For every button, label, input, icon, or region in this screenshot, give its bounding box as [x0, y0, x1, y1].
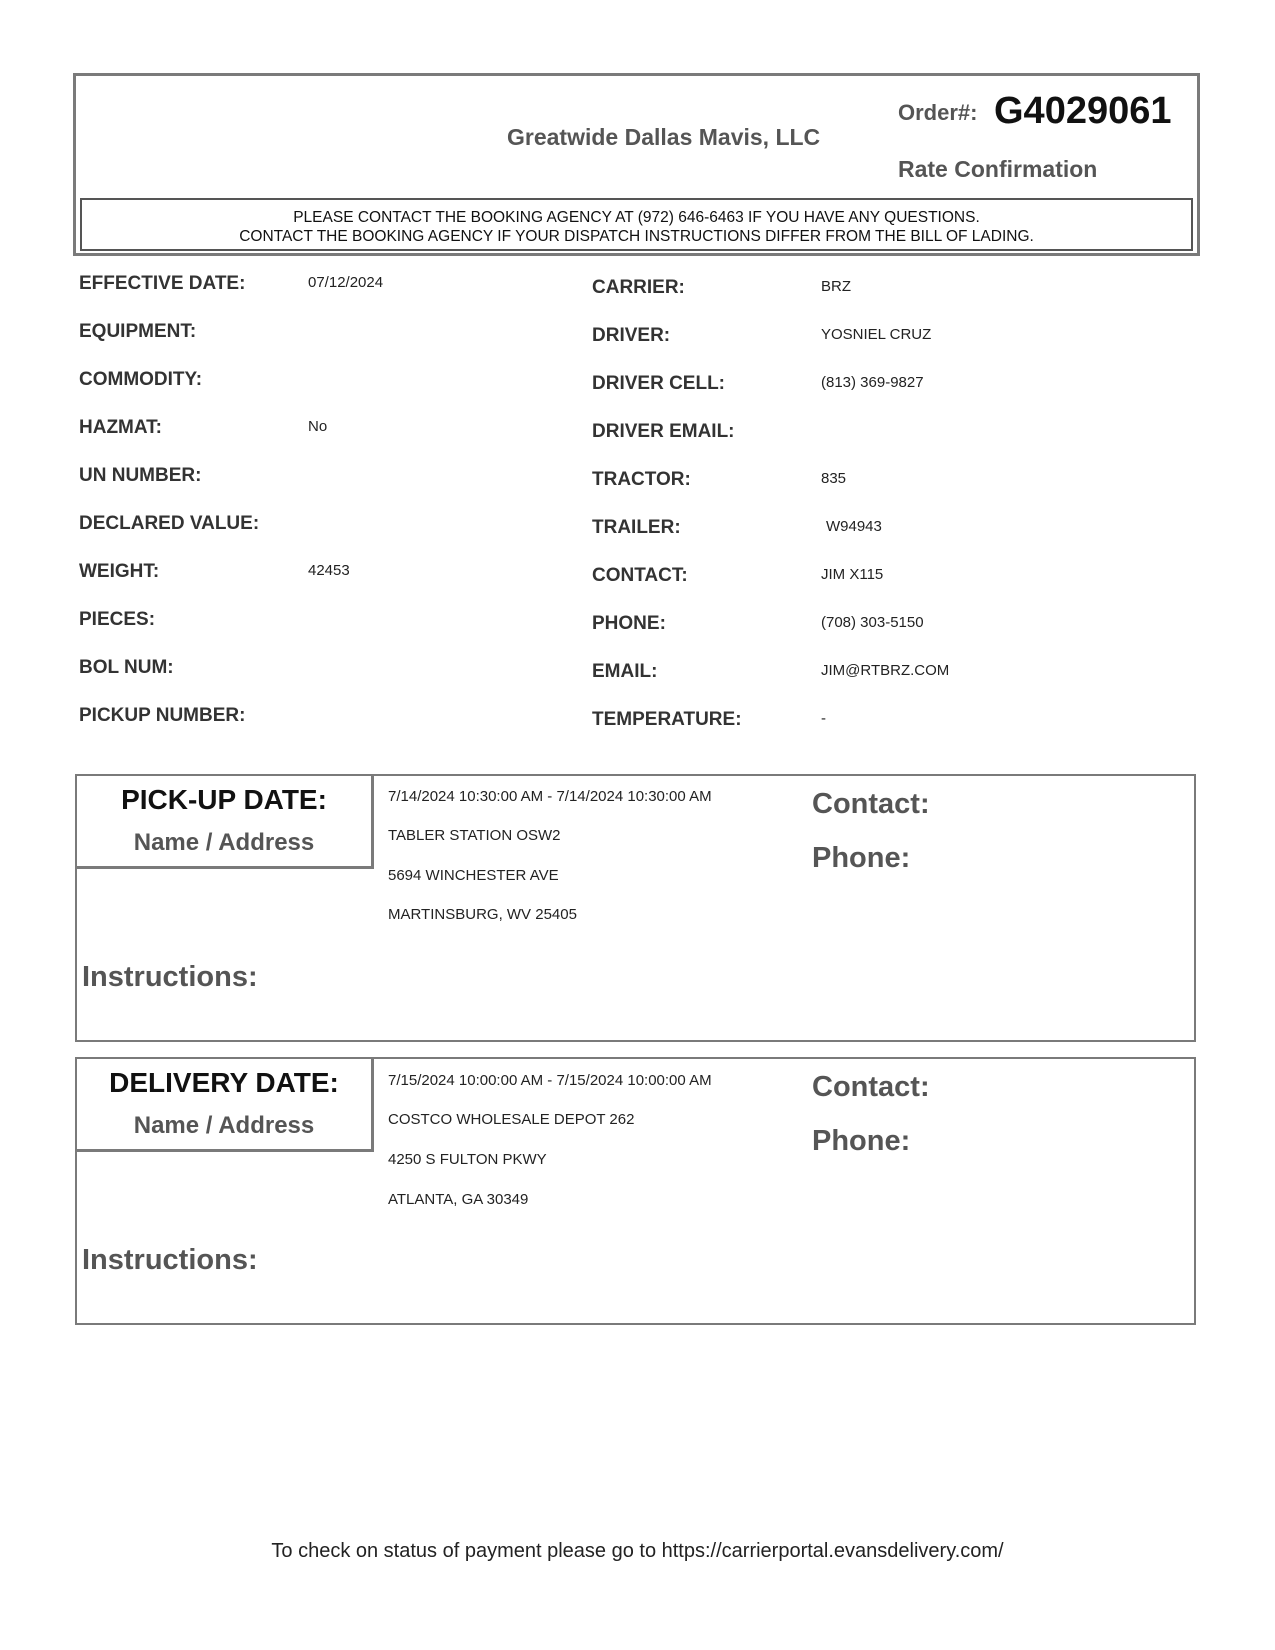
weight-value: 42453 — [308, 562, 350, 579]
un-number-label: UN NUMBER: — [79, 465, 202, 486]
phone-label: PHONE: — [592, 613, 666, 634]
driver-value: YOSNIEL CRUZ — [821, 326, 932, 343]
driver-email-label: DRIVER EMAIL: — [592, 421, 735, 442]
pickup-number-label: PICKUP NUMBER: — [79, 705, 246, 726]
email-value: JIM@RTBRZ.COM — [821, 662, 950, 679]
delivery-date-title: DELIVERY DATE: — [109, 1067, 339, 1098]
notice-box — [80, 198, 1193, 251]
document-title: Rate Confirmation — [898, 156, 1098, 182]
pickup-date-range: 7/14/2024 10:30:00 AM - 7/14/2024 10:30:00 AM — [388, 788, 712, 805]
tractor-value: 835 — [821, 470, 847, 487]
effective-date-label: EFFECTIVE DATE: — [79, 273, 246, 294]
pickup-location-name: TABLER STATION OSW2 — [388, 827, 561, 844]
pickup-instructions-label: Instructions: — [82, 961, 258, 993]
order-number-label: Order#: — [898, 100, 978, 125]
delivery-instructions-label: Instructions: — [82, 1244, 258, 1276]
pieces-label: PIECES: — [79, 609, 156, 630]
delivery-title-box — [75, 1057, 374, 1152]
pickup-address: 5694 WINCHESTER AVE — [388, 867, 559, 884]
pickup-city-state-zip: MARTINSBURG, WV 25405 — [388, 906, 577, 923]
delivery-location-name: COSTCO WHOLESALE DEPOT 262 — [388, 1111, 635, 1128]
trailer-value: W94943 — [826, 518, 882, 535]
delivery-name-address-label: Name / Address — [133, 1112, 315, 1139]
contact-label: CONTACT: — [592, 565, 688, 586]
effective-date-value: 07/12/2024 — [308, 274, 384, 291]
pickup-phone-label: Phone: — [812, 842, 911, 874]
carrier-value: BRZ — [821, 278, 851, 295]
delivery-contact-label: Contact: — [812, 1071, 930, 1103]
company-name: Greatwide Dallas Mavis, LLC — [507, 124, 821, 150]
carrier-label: CARRIER: — [592, 277, 685, 298]
pickup-title-box — [75, 774, 374, 869]
temperature-label: TEMPERATURE: — [592, 709, 742, 730]
bol-num-label: BOL NUM: — [79, 657, 174, 678]
delivery-date-range: 7/15/2024 10:00:00 AM - 7/15/2024 10:00:00 AM — [388, 1072, 712, 1089]
notice-line-2: CONTACT THE BOOKING AGENCY IF YOUR DISPATCH INSTRUCTIONS DIFFER FROM THE BILL OF LADING. — [239, 228, 1034, 245]
contact-value: JIM X115 — [821, 566, 884, 583]
delivery-phone-label: Phone: — [812, 1125, 911, 1157]
delivery-city-state-zip: ATLANTA, GA 30349 — [388, 1191, 529, 1208]
trailer-label: TRAILER: — [592, 517, 681, 538]
pickup-name-address-label: Name / Address — [133, 829, 315, 856]
pickup-contact-label: Contact: — [812, 788, 930, 820]
notice-line-1: PLEASE CONTACT THE BOOKING AGENCY AT (972) 646-6463 IF YOU HAVE ANY QUESTIONS. — [293, 209, 980, 226]
hazmat-label: HAZMAT: — [79, 417, 163, 438]
equipment-label: EQUIPMENT: — [79, 321, 197, 342]
driver-label: DRIVER: — [592, 325, 671, 346]
pickup-date-title: PICK-UP DATE: — [121, 784, 327, 815]
phone-value: (708) 303-5150 — [821, 614, 924, 631]
declared-value-label: DECLARED VALUE: — [79, 513, 260, 534]
driver-cell-label: DRIVER CELL: — [592, 373, 725, 394]
tractor-label: TRACTOR: — [592, 469, 691, 490]
temperature-value: - — [821, 710, 826, 727]
driver-cell-value: (813) 369-9827 — [821, 374, 924, 391]
hazmat-value: No — [308, 418, 328, 435]
payment-status-footer: To check on status of payment please go to https://carrierportal.evansdelivery.com/ — [271, 1540, 1004, 1562]
email-label: EMAIL: — [592, 661, 658, 682]
delivery-address: 4250 S FULTON PKWY — [388, 1151, 547, 1168]
order-number: G4029061 — [994, 90, 1172, 132]
weight-label: WEIGHT: — [79, 561, 160, 582]
commodity-label: COMMODITY: — [79, 369, 203, 390]
